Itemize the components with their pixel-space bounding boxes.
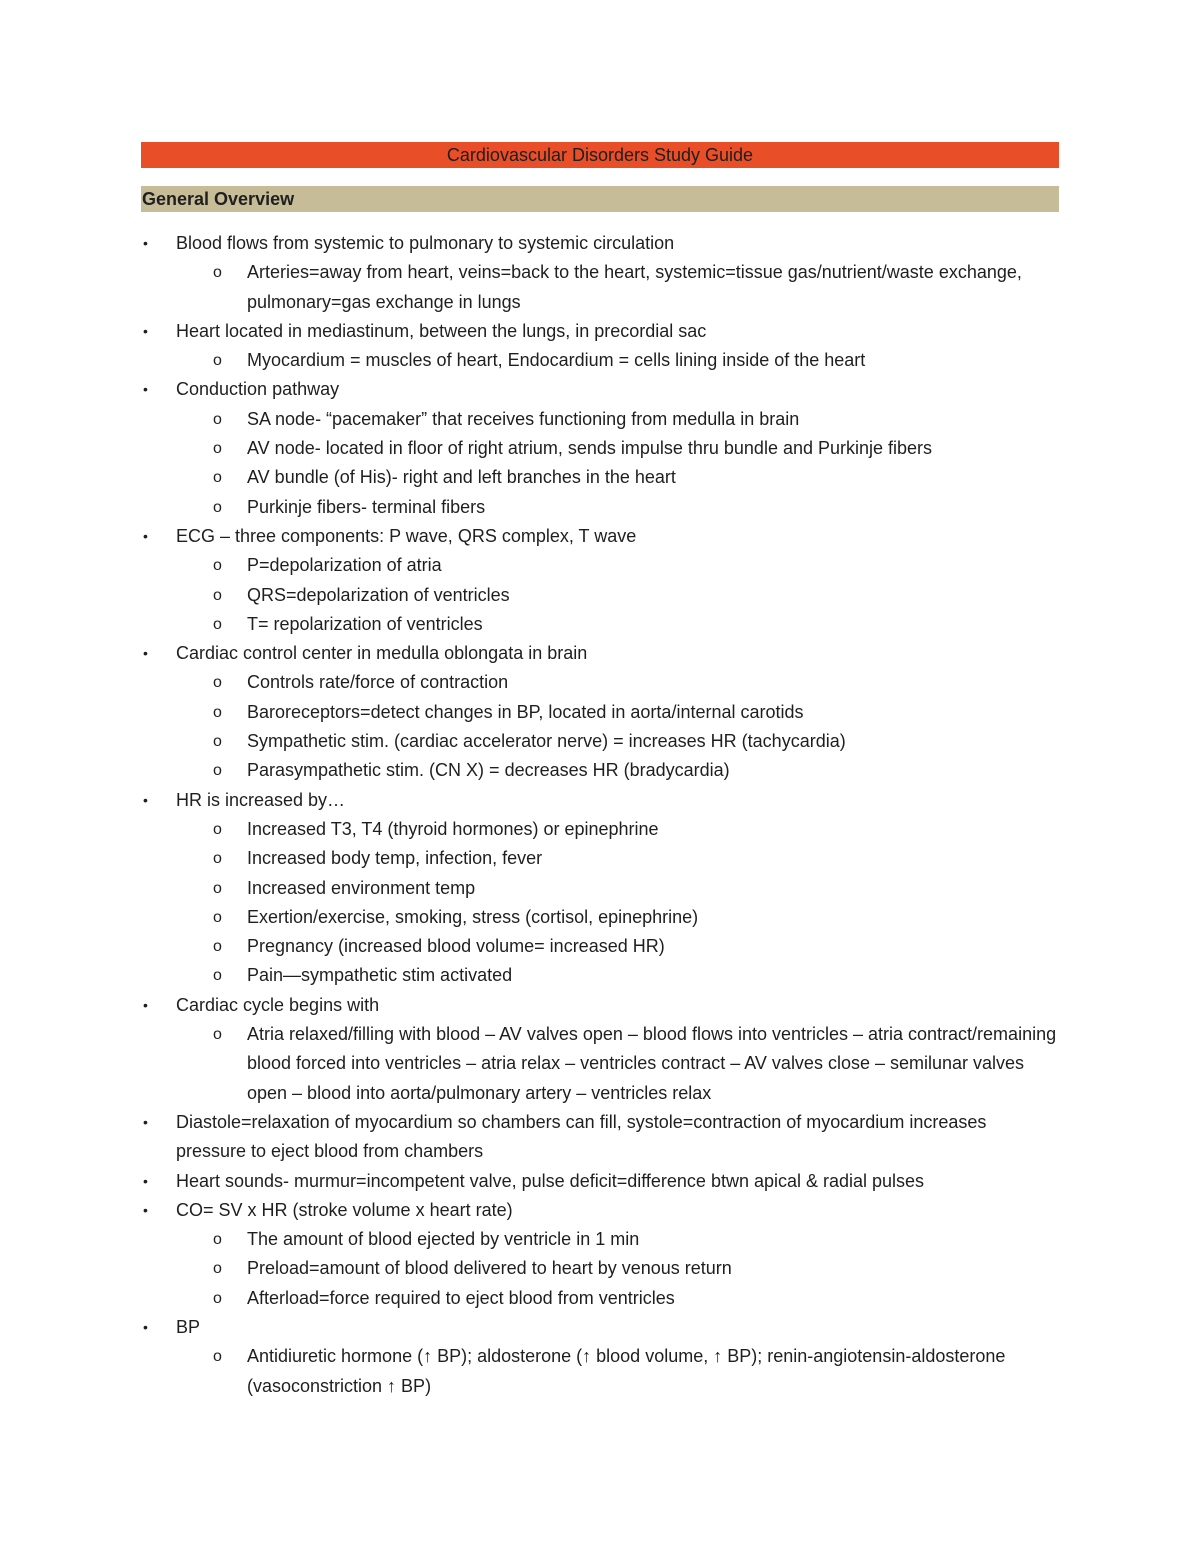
sub-bullet-icon: o (213, 879, 222, 897)
sub-list-item (0, 581, 1058, 610)
list-item (0, 317, 1058, 346)
list-item-text: QRS=depolarization of ventricles (247, 584, 510, 605)
sub-bullet-icon: o (213, 1289, 222, 1307)
sub-list-item (0, 844, 1058, 873)
sub-list-item (0, 463, 1058, 492)
list-item (0, 1313, 1058, 1342)
bullet-list (0, 229, 1200, 1401)
list-item-text: Pain—sympathetic stim activated (247, 965, 513, 986)
list-item-text: Sympathetic stim. (cardiac accelerator nerve) = increases HR (tachycardia) (247, 731, 846, 752)
sub-bullet-icon: o (213, 762, 222, 780)
sub-bullet-icon: o (213, 440, 222, 458)
list-item-text: The amount of blood ejected by ventricle in 1 min (247, 1229, 640, 1250)
list-item-text: Cardiac cycle begins with (176, 994, 380, 1015)
sub-bullet-icon: o (213, 850, 222, 868)
sub-list-item (0, 1020, 1058, 1108)
list-item-text: Baroreceptors=detect changes in BP, located in aorta/internal carotids (247, 701, 804, 722)
sub-bullet-icon: o (213, 1026, 222, 1044)
sub-list-item (0, 1254, 1058, 1283)
list-item-text: Cardiac control center in medulla oblongata in brain (176, 643, 588, 664)
list-item-text: Diastole=relaxation of myocardium so chambers can fill, systole=contraction of myocardium increases pressure to eject blood from chambers (176, 1111, 987, 1162)
sub-bullet-icon: o (213, 352, 222, 370)
list-item-text: P=depolarization of atria (247, 555, 442, 576)
list-item-text: Conduction pathway (176, 379, 340, 400)
sub-list-item (0, 493, 1058, 522)
list-item (0, 786, 1058, 815)
sub-bullet-icon: o (213, 733, 222, 751)
sub-bullet-icon: o (213, 674, 222, 692)
list-item (0, 522, 1058, 551)
list-item-text: Increased environment temp (247, 877, 476, 898)
bullet-icon: • (143, 235, 148, 251)
sub-list-item (0, 815, 1058, 844)
sub-bullet-icon: o (213, 967, 222, 985)
sub-list-item (0, 727, 1058, 756)
list-item-text: T= repolarization of ventricles (247, 613, 483, 634)
sub-bullet-icon: o (213, 1231, 222, 1249)
list-item-text: Parasympathetic stim. (CN X) = decreases HR (bradycardia) (247, 760, 730, 781)
bullet-icon: • (143, 1113, 148, 1130)
sub-bullet-icon: o (213, 1348, 222, 1366)
bullet-icon: • (143, 1318, 148, 1335)
list-item-text: AV bundle (of His)- right and left branches in the heart (247, 467, 676, 488)
list-item-text: Heart located in mediastinum, between the lungs, in precordial sac (176, 320, 707, 341)
sub-bullet-icon: o (213, 1260, 222, 1278)
sub-bullet-icon: o (213, 908, 222, 926)
bullet-icon: • (143, 791, 148, 808)
sub-bullet-icon: o (213, 469, 222, 487)
list-item-text: SA node- “pacemaker” that receives functioning from medulla in brain (247, 408, 800, 429)
list-item-text: BP (176, 1316, 201, 1337)
sub-bullet-icon: o (213, 615, 222, 633)
sub-bullet-icon: o (213, 703, 222, 721)
list-item-text: Atria relaxed/filling with blood – AV valves open – blood flows into ventricles – atria contract/remaining blood forced into ventricles – atria relax – ventricles contract – AV valves close – semilunar valves open – blood into aorta/pulmonary artery – ventricles relax (247, 1024, 1057, 1103)
list-item-text: Preload=amount of blood delivered to heart by venous return (247, 1258, 732, 1279)
list-item-text: CO= SV x HR (stroke volume x heart rate) (176, 1199, 513, 1220)
sub-list-item (0, 346, 1058, 375)
sub-list-item (0, 1284, 1058, 1313)
bullet-icon: • (143, 645, 148, 662)
bullet-icon: • (143, 527, 148, 544)
sub-bullet-icon: o (213, 586, 222, 604)
list-item-text: Blood flows from systemic to pulmonary to systemic circulation (176, 233, 675, 253)
sub-list-item (0, 932, 1058, 961)
list-item-text: AV node- located in floor of right atrium, sends impulse thru bundle and Purkinje fibers (247, 438, 933, 459)
list-item (0, 1196, 1058, 1225)
list-item-text: Myocardium = muscles of heart, Endocardium = cells lining inside of the heart (247, 350, 866, 371)
bullet-icon: • (143, 1172, 148, 1189)
list-item-text: ECG – three components: P wave, QRS complex, T wave (176, 525, 637, 546)
document-title: Cardiovascular Disorders Study Guide (141, 142, 1059, 168)
list-item-text: Pregnancy (increased blood volume= increased HR) (247, 936, 665, 957)
sub-list-item (0, 961, 1058, 990)
list-item-text: Heart sounds- murmur=incompetent valve, pulse deficit=difference btwn apical & radial pulses (176, 1170, 925, 1191)
sub-list-item (0, 434, 1058, 463)
sub-bullet-icon: o (213, 498, 222, 516)
list-item-text: HR is increased by… (176, 789, 346, 810)
list-item (0, 991, 1058, 1020)
sub-list-item (0, 405, 1058, 434)
sub-list-item (0, 1342, 1058, 1401)
sub-list-item (0, 551, 1058, 580)
list-item (0, 1108, 1058, 1167)
sub-list-item (0, 698, 1058, 727)
list-item (0, 639, 1058, 668)
list-item (0, 1167, 1058, 1196)
sub-list-item (0, 1225, 1058, 1254)
sub-list-item (0, 903, 1058, 932)
sub-list-item (0, 668, 1058, 697)
list-item-text: Antidiuretic hormone (↑ BP); aldosterone (↑ blood volume, ↑ BP); renin-angiotensin-aldosterone (vasoconstriction ↑ BP) (247, 1346, 1006, 1396)
bullet-icon: • (143, 1201, 148, 1218)
bullet-icon: • (143, 996, 148, 1013)
list-item (0, 229, 1058, 258)
sub-bullet-icon: o (213, 938, 222, 956)
section-heading: General Overview (141, 186, 1059, 212)
list-item-text: Afterload=force required to eject blood from ventricles (247, 1287, 675, 1308)
list-item-text: Exertion/exercise, smoking, stress (cortisol, epinephrine) (247, 906, 699, 927)
list-item-text: Arteries=away from heart, veins=back to the heart, systemic=tissue gas/nutrient/waste exchange, pulmonary=gas exchange in lungs (247, 262, 1022, 312)
sub-list-item (0, 258, 1058, 317)
sub-list-item (0, 874, 1058, 903)
sub-bullet-icon: o (213, 264, 222, 282)
sub-bullet-icon: o (213, 410, 222, 428)
bullet-icon: • (143, 381, 148, 398)
sub-bullet-icon: o (213, 557, 222, 575)
list-item-text: Purkinje fibers- terminal fibers (247, 496, 486, 517)
sub-bullet-icon: o (213, 820, 222, 838)
list-item (0, 375, 1058, 404)
bullet-icon: • (143, 322, 148, 339)
sub-list-item (0, 610, 1058, 639)
list-item-text: Increased body temp, infection, fever (247, 848, 543, 869)
list-item-text: Increased T3, T4 (thyroid hormones) or epinephrine (247, 818, 659, 839)
list-item-text: Controls rate/force of contraction (247, 672, 509, 693)
sub-list-item (0, 756, 1058, 785)
